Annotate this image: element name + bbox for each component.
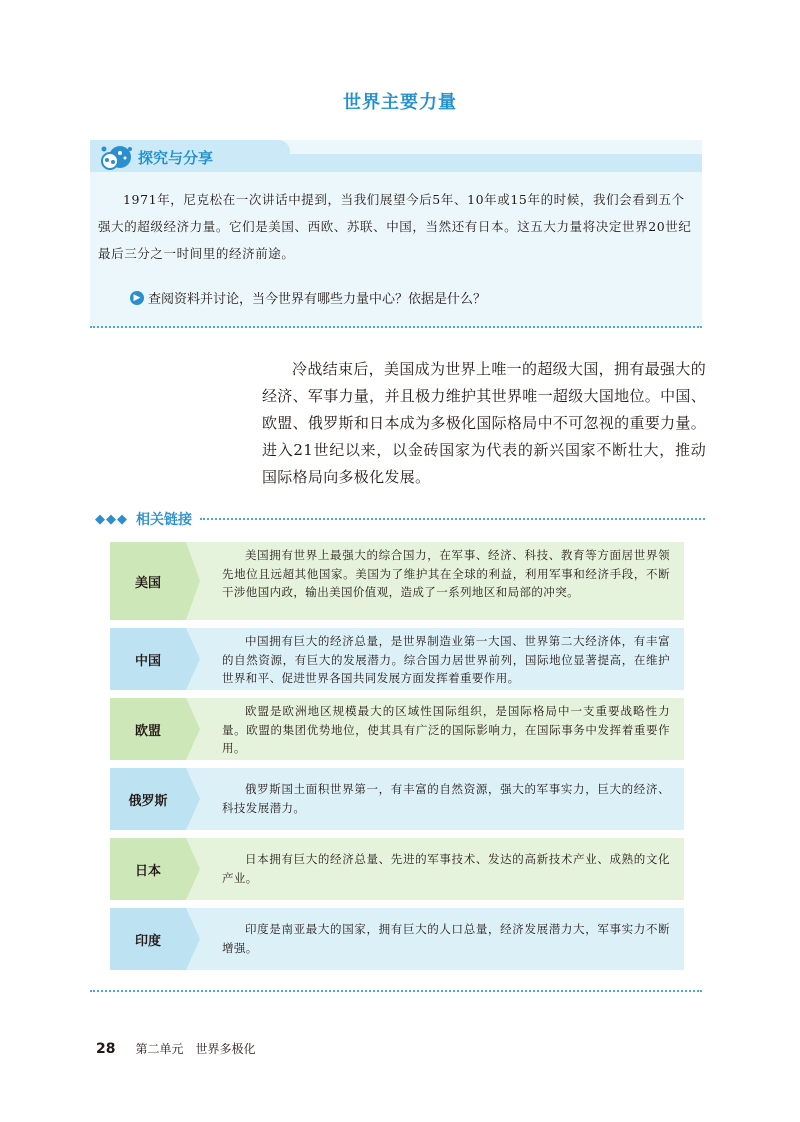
row-text: 美国拥有世界上最强大的综合国力，在军事、经济、科技、教育等方面居世界领先地位且远超其他国家。美国为了维护其在全球的利益，利用军事和经济手段，不断干涉他国内政，输出美国价值观，造成了一系列地区和局部的冲突。: [222, 548, 670, 599]
section-title: 世界主要力量: [343, 92, 457, 113]
explore-share-icon: [98, 143, 134, 171]
chevron-right-icon: [186, 768, 200, 830]
explore-question-text: 查阅资料并讨论，当今世界有哪些力量中心？依据是什么？: [148, 292, 487, 307]
link-row-eu: [110, 698, 684, 760]
explore-share-box: [90, 140, 702, 328]
link-row-russia: [110, 768, 684, 830]
main-paragraph: 冷战结束后，美国成为世界上唯一的超级大国，拥有最强大的经济、军事力量，并且极力维护其世界唯一超级大国地位。中国、欧盟、俄罗斯和日本成为多极化国际格局中不可忽视的重要力量。进入21世纪以来，以金砖国家为代表的新兴国家不断壮大，推动国际格局向多极化发展。: [262, 360, 706, 486]
row-label: 美国: [110, 542, 186, 620]
play-arrow-icon: ▶: [130, 291, 144, 305]
row-text: 日本拥有巨大的经济总量、先进的军事技术、发达的高新技术产业、成熟的文化产业。: [222, 852, 670, 885]
link-row-japan: [110, 838, 684, 900]
dotted-divider: [200, 518, 705, 520]
row-label: 中国: [110, 628, 186, 690]
row-text: 中国拥有巨大的经济总量，是世界制造业第一大国、世界第二大经济体，有丰富的自然资源，有巨大的发展潜力。综合国力居世界前列，国际地位显著提高，在维护世界和平、促进世界各国共同发展方面发挥着重要作用。: [222, 634, 670, 685]
related-links-header: [95, 509, 705, 529]
link-row-india: [110, 908, 684, 970]
chevron-right-icon: [186, 908, 200, 970]
bottom-dotted-divider: [90, 990, 702, 992]
chevron-right-icon: [186, 698, 200, 760]
link-row-usa: [110, 542, 684, 620]
unit-name: 第二单元: [135, 1042, 184, 1056]
row-text: 印度是南亚最大的国家，拥有巨大的人口总量，经济发展潜力大，军事实力不断增强。: [222, 922, 670, 955]
link-row-china: [110, 628, 684, 690]
diamond-icon: ◆◆◆: [95, 511, 128, 527]
page-footer: [96, 1040, 268, 1057]
unit-title: 世界多极化: [195, 1042, 256, 1056]
explore-question: [130, 288, 486, 307]
row-label: 俄罗斯: [110, 768, 186, 830]
page-number: 28: [96, 1041, 116, 1057]
explore-text: 1971年，尼克松在一次讲话中提到，当我们展望今后5年、10年或15年的时候，我们会看到五个强大的超级经济力量。它们是美国、西欧、苏联、中国，当然还有日本。这五大力量将决定世界20世纪最后三分之一时间里的经济前途。: [98, 192, 692, 261]
explore-label: 探究与分享: [138, 149, 214, 167]
related-links-title: 相关链接: [136, 512, 192, 528]
row-label: 日本: [110, 838, 186, 900]
row-label: 欧盟: [110, 698, 186, 760]
row-text: 欧盟是欧洲地区规模最大的区域性国际组织，是国际格局中一支重要战略性力量。欧盟的集团优势地位，使其具有广泛的国际影响力，在国际事务中发挥着重要作用。: [222, 704, 670, 755]
chevron-right-icon: [186, 542, 200, 620]
chevron-right-icon: [186, 628, 200, 690]
chevron-right-icon: [186, 838, 200, 900]
related-links-list: [110, 542, 684, 978]
row-text: 俄罗斯国土面积世界第一，有丰富的自然资源，强大的军事实力，巨大的经济、科技发展潜力。: [222, 782, 670, 815]
row-label: 印度: [110, 908, 186, 970]
